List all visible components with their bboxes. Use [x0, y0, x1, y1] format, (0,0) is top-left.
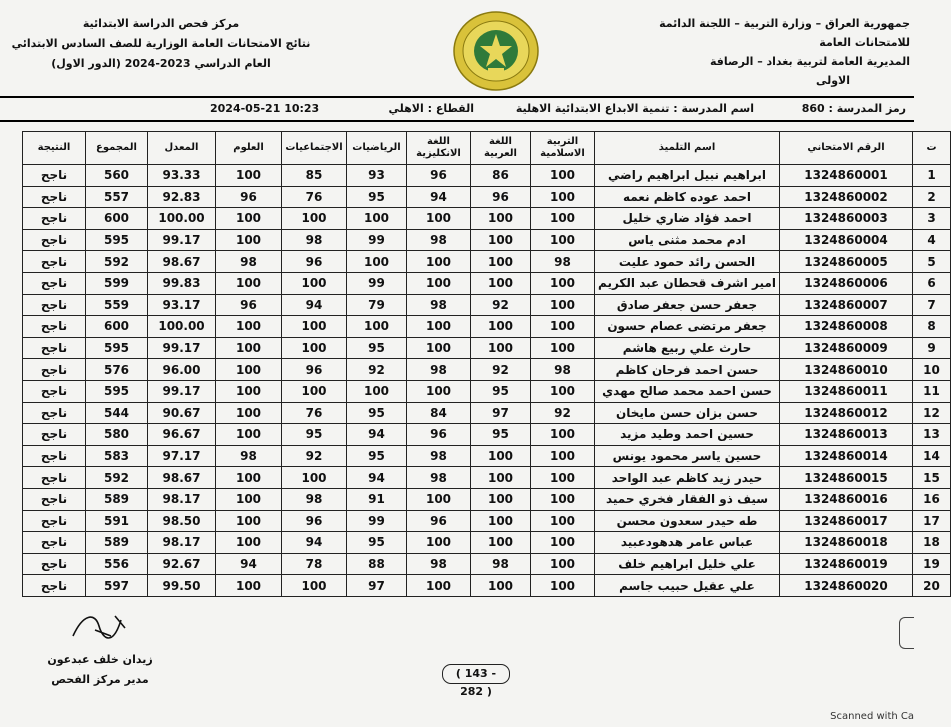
average-cell: 90.67	[148, 402, 216, 424]
serial-cell: 4	[913, 229, 951, 251]
exam-number-cell: 1324860004	[780, 229, 913, 251]
exam-number-cell: 1324860007	[780, 294, 913, 316]
english-cell: 96	[407, 165, 471, 187]
print-datetime: 2024-05-21 10:23	[210, 102, 320, 115]
student-name-cell: الحسن رائد حمود عليت	[595, 251, 780, 273]
arabic-cell: 98	[471, 553, 531, 575]
math-cell: 100	[347, 251, 407, 273]
student-name-cell: جعفر حسن جعفر صادق	[595, 294, 780, 316]
header-left	[6, 14, 316, 74]
result-cell: ناجح	[23, 294, 86, 316]
exam-number-cell: 1324860014	[780, 445, 913, 467]
signatory-title: مدير مركز الفحص	[51, 673, 149, 686]
result-cell: ناجح	[23, 402, 86, 424]
header-directorate-line: المديرية العامة لتربية بغداد – الرصافة	[709, 55, 910, 68]
col-header-student-name: اسم التلميذ	[595, 132, 780, 165]
student-name-cell: حيدر زيد كاظم عبد الواحد	[595, 467, 780, 489]
average-cell: 98.67	[148, 467, 216, 489]
col-header-islamic: التربية الاسلامية	[531, 132, 595, 165]
average-cell: 93.33	[148, 165, 216, 187]
table-row	[23, 316, 951, 338]
arabic-cell: 100	[471, 575, 531, 597]
science-cell: 100	[216, 575, 282, 597]
student-name-cell: احمد فؤاد ضاري خليل	[595, 208, 780, 230]
exam-number-cell: 1324860008	[780, 316, 913, 338]
exam-number-cell: 1324860011	[780, 380, 913, 402]
table-row	[23, 575, 951, 597]
science-cell: 100	[216, 402, 282, 424]
math-cell: 92	[347, 359, 407, 381]
average-cell: 99.17	[148, 380, 216, 402]
social-cell: 94	[282, 532, 347, 554]
islamic-cell: 100	[531, 553, 595, 575]
science-cell: 100	[216, 165, 282, 187]
student-name-cell: جعفر مرتضى عصام حسون	[595, 316, 780, 338]
edge-stamp	[899, 617, 914, 649]
serial-cell: 8	[913, 316, 951, 338]
serial-cell: 3	[913, 208, 951, 230]
col-header-social: الاجتماعيات	[282, 132, 347, 165]
student-name-cell: حسين احمد وطيد مزيد	[595, 424, 780, 446]
col-header-english: اللغة الانكليزية	[407, 132, 471, 165]
exam-number-cell: 1324860013	[780, 424, 913, 446]
social-cell: 76	[282, 186, 347, 208]
science-cell: 100	[216, 380, 282, 402]
math-cell: 91	[347, 488, 407, 510]
exam-number-cell: 1324860016	[780, 488, 913, 510]
signatory-name: زيدان خلف عبدعون	[47, 653, 153, 666]
social-cell: 100	[282, 575, 347, 597]
total-cell: 560	[86, 165, 148, 187]
total-cell: 580	[86, 424, 148, 446]
average-cell: 98.17	[148, 488, 216, 510]
header-center-line: مركز فحص الدراسة الابتدائية	[82, 17, 240, 30]
total-cell: 592	[86, 251, 148, 273]
islamic-cell: 100	[531, 316, 595, 338]
result-cell: ناجح	[23, 467, 86, 489]
social-cell: 100	[282, 272, 347, 294]
social-cell: 100	[282, 316, 347, 338]
math-cell: 93	[347, 165, 407, 187]
total-cell: 591	[86, 510, 148, 532]
social-cell: 96	[282, 359, 347, 381]
result-cell: ناجح	[23, 359, 86, 381]
english-cell: 98	[407, 359, 471, 381]
table-row	[23, 272, 951, 294]
student-name-cell: سيف ذو الفقار فخري حميد	[595, 488, 780, 510]
arabic-cell: 95	[471, 424, 531, 446]
results-table	[22, 131, 951, 597]
school-info-bar	[0, 96, 914, 122]
total-cell: 595	[86, 380, 148, 402]
exam-number-cell: 1324860010	[780, 359, 913, 381]
english-cell: 100	[407, 208, 471, 230]
result-cell: ناجح	[23, 337, 86, 359]
total-cell: 599	[86, 272, 148, 294]
arabic-cell: 100	[471, 229, 531, 251]
social-cell: 96	[282, 251, 347, 273]
serial-cell: 6	[913, 272, 951, 294]
result-cell: ناجح	[23, 553, 86, 575]
english-cell: 100	[407, 575, 471, 597]
exam-number-cell: 1324860002	[780, 186, 913, 208]
serial-cell: 9	[913, 337, 951, 359]
science-cell: 100	[216, 510, 282, 532]
average-cell: 99.17	[148, 337, 216, 359]
social-cell: 76	[282, 402, 347, 424]
arabic-cell: 95	[471, 380, 531, 402]
exam-number-cell: 1324860001	[780, 165, 913, 187]
signature-block	[40, 606, 160, 690]
english-cell: 98	[407, 553, 471, 575]
sector: القطاع : الاهلي	[388, 102, 474, 115]
arabic-cell: 100	[471, 316, 531, 338]
average-cell: 99.17	[148, 229, 216, 251]
result-cell: ناجح	[23, 488, 86, 510]
science-cell: 100	[216, 272, 282, 294]
science-cell: 96	[216, 186, 282, 208]
student-name-cell: ادم محمد مثنى ياس	[595, 229, 780, 251]
islamic-cell: 100	[531, 337, 595, 359]
islamic-cell: 92	[531, 402, 595, 424]
exam-number-cell: 1324860018	[780, 532, 913, 554]
average-cell: 92.67	[148, 553, 216, 575]
average-cell: 96.00	[148, 359, 216, 381]
social-cell: 100	[282, 380, 347, 402]
social-cell: 98	[282, 229, 347, 251]
signature-icon	[65, 606, 135, 650]
result-cell: ناجح	[23, 424, 86, 446]
header-year-line: العام الدراسي 2023-2024 (الدور الاول)	[51, 57, 271, 70]
serial-cell: 14	[913, 445, 951, 467]
table-row	[23, 186, 951, 208]
arabic-cell: 92	[471, 294, 531, 316]
math-cell: 95	[347, 445, 407, 467]
english-cell: 98	[407, 445, 471, 467]
math-cell: 100	[347, 316, 407, 338]
islamic-cell: 100	[531, 380, 595, 402]
english-cell: 100	[407, 251, 471, 273]
math-cell: 100	[347, 380, 407, 402]
exam-number-cell: 1324860005	[780, 251, 913, 273]
science-cell: 100	[216, 316, 282, 338]
english-cell: 98	[407, 467, 471, 489]
col-header-average: المعدل	[148, 132, 216, 165]
serial-cell: 11	[913, 380, 951, 402]
math-cell: 79	[347, 294, 407, 316]
english-cell: 96	[407, 510, 471, 532]
social-cell: 100	[282, 467, 347, 489]
result-cell: ناجح	[23, 165, 86, 187]
science-cell: 100	[216, 359, 282, 381]
serial-cell: 13	[913, 424, 951, 446]
arabic-cell: 92	[471, 359, 531, 381]
col-header-science: العلوم	[216, 132, 282, 165]
math-cell: 95	[347, 186, 407, 208]
total-cell: 595	[86, 337, 148, 359]
exam-number-cell: 1324860020	[780, 575, 913, 597]
science-cell: 96	[216, 294, 282, 316]
math-cell: 94	[347, 467, 407, 489]
student-name-cell: حسن احمد فرحان كاظم	[595, 359, 780, 381]
english-cell: 100	[407, 272, 471, 294]
islamic-cell: 98	[531, 251, 595, 273]
english-cell: 100	[407, 337, 471, 359]
islamic-cell: 100	[531, 208, 595, 230]
scanner-watermark: Scanned with Ca	[830, 711, 914, 722]
english-cell: 100	[407, 488, 471, 510]
english-cell: 100	[407, 316, 471, 338]
average-cell: 93.17	[148, 294, 216, 316]
science-cell: 94	[216, 553, 282, 575]
table-row	[23, 229, 951, 251]
english-cell: 98	[407, 229, 471, 251]
page-number: ( 143 - 282 )	[442, 664, 510, 684]
student-name-cell: احمد عوده كاظم نعمه	[595, 186, 780, 208]
math-cell: 94	[347, 424, 407, 446]
social-cell: 78	[282, 553, 347, 575]
student-name-cell: علي عقيل حبيب جاسم	[595, 575, 780, 597]
arabic-cell: 100	[471, 467, 531, 489]
result-cell: ناجح	[23, 380, 86, 402]
school-name: اسم المدرسة : تنمية الابداع الابتدائية الاهلية	[515, 102, 754, 115]
student-name-cell: حارث علي ربيع هاشم	[595, 337, 780, 359]
average-cell: 100.00	[148, 316, 216, 338]
islamic-cell: 98	[531, 359, 595, 381]
serial-cell: 7	[913, 294, 951, 316]
total-cell: 556	[86, 553, 148, 575]
table-row	[23, 251, 951, 273]
islamic-cell: 100	[531, 575, 595, 597]
serial-cell: 5	[913, 251, 951, 273]
total-cell: 583	[86, 445, 148, 467]
islamic-cell: 100	[531, 424, 595, 446]
total-cell: 589	[86, 532, 148, 554]
islamic-cell: 100	[531, 294, 595, 316]
serial-cell: 12	[913, 402, 951, 424]
student-name-cell: امير اشرف قحطان عبد الكريم	[595, 272, 780, 294]
social-cell: 100	[282, 337, 347, 359]
science-cell: 98	[216, 251, 282, 273]
serial-cell: 1	[913, 165, 951, 187]
average-cell: 98.67	[148, 251, 216, 273]
exam-number-cell: 1324860012	[780, 402, 913, 424]
social-cell: 96	[282, 510, 347, 532]
math-cell: 99	[347, 272, 407, 294]
arabic-cell: 100	[471, 272, 531, 294]
math-cell: 95	[347, 402, 407, 424]
result-cell: ناجح	[23, 251, 86, 273]
table-row	[23, 488, 951, 510]
school-code: رمز المدرسة : 860	[801, 102, 906, 115]
islamic-cell: 100	[531, 467, 595, 489]
table-row	[23, 165, 951, 187]
average-cell: 98.50	[148, 510, 216, 532]
english-cell: 100	[407, 532, 471, 554]
student-name-cell: حسين ياسر محمود يونس	[595, 445, 780, 467]
total-cell: 557	[86, 186, 148, 208]
arabic-cell: 96	[471, 186, 531, 208]
exam-number-cell: 1324860009	[780, 337, 913, 359]
serial-cell: 2	[913, 186, 951, 208]
table-row	[23, 532, 951, 554]
serial-cell: 10	[913, 359, 951, 381]
result-cell: ناجح	[23, 208, 86, 230]
serial-cell: 17	[913, 510, 951, 532]
arabic-cell: 100	[471, 532, 531, 554]
col-header-total: المجموع	[86, 132, 148, 165]
table-row	[23, 467, 951, 489]
english-cell: 84	[407, 402, 471, 424]
average-cell: 99.83	[148, 272, 216, 294]
exam-number-cell: 1324860003	[780, 208, 913, 230]
science-cell: 100	[216, 488, 282, 510]
average-cell: 96.67	[148, 424, 216, 446]
serial-cell: 20	[913, 575, 951, 597]
col-header-result: النتيجة	[23, 132, 86, 165]
table-row	[23, 553, 951, 575]
student-name-cell: طه حيدر سعدون محسن	[595, 510, 780, 532]
table-row	[23, 402, 951, 424]
science-cell: 100	[216, 229, 282, 251]
math-cell: 88	[347, 553, 407, 575]
serial-cell: 16	[913, 488, 951, 510]
exam-number-cell: 1324860015	[780, 467, 913, 489]
table-row	[23, 445, 951, 467]
col-header-math: الرياضيات	[347, 132, 407, 165]
table-row	[23, 380, 951, 402]
arabic-cell: 100	[471, 510, 531, 532]
total-cell: 559	[86, 294, 148, 316]
total-cell: 600	[86, 316, 148, 338]
english-cell: 96	[407, 424, 471, 446]
arabic-cell: 97	[471, 402, 531, 424]
english-cell: 98	[407, 294, 471, 316]
social-cell: 94	[282, 294, 347, 316]
table-row	[23, 510, 951, 532]
header-results-line: نتائج الامتحانات العامة الوزارية للصف السادس الابتدائي	[11, 37, 311, 50]
science-cell: 100	[216, 208, 282, 230]
col-header-arabic: اللغة العربية	[471, 132, 531, 165]
arabic-cell: 100	[471, 208, 531, 230]
total-cell: 576	[86, 359, 148, 381]
exam-number-cell: 1324860006	[780, 272, 913, 294]
result-cell: ناجح	[23, 575, 86, 597]
result-cell: ناجح	[23, 445, 86, 467]
average-cell: 97.17	[148, 445, 216, 467]
social-cell: 98	[282, 488, 347, 510]
table-row	[23, 337, 951, 359]
student-name-cell: حسن احمد محمد صالح مهدي	[595, 380, 780, 402]
total-cell: 544	[86, 402, 148, 424]
islamic-cell: 100	[531, 488, 595, 510]
table-row	[23, 359, 951, 381]
math-cell: 100	[347, 208, 407, 230]
science-cell: 100	[216, 424, 282, 446]
social-cell: 92	[282, 445, 347, 467]
islamic-cell: 100	[531, 510, 595, 532]
islamic-cell: 100	[531, 272, 595, 294]
average-cell: 98.17	[148, 532, 216, 554]
student-name-cell: ابراهيم نبيل ابراهيم راضي	[595, 165, 780, 187]
header-ministry-line: جمهورية العراق – وزارة التربية – اللجنة الدائمة للامتحانات العامة	[659, 17, 910, 49]
science-cell: 100	[216, 337, 282, 359]
math-cell: 95	[347, 337, 407, 359]
english-cell: 100	[407, 380, 471, 402]
header-first-line: الاولى	[815, 74, 850, 87]
result-cell: ناجح	[23, 272, 86, 294]
arabic-cell: 86	[471, 165, 531, 187]
serial-cell: 18	[913, 532, 951, 554]
student-name-cell: حسن بزان حسن مايخان	[595, 402, 780, 424]
arabic-cell: 100	[471, 337, 531, 359]
ministry-seal-icon	[452, 10, 540, 92]
social-cell: 85	[282, 165, 347, 187]
result-cell: ناجح	[23, 186, 86, 208]
student-name-cell: عباس عامر هدهودعبيد	[595, 532, 780, 554]
total-cell: 592	[86, 467, 148, 489]
english-cell: 94	[407, 186, 471, 208]
result-cell: ناجح	[23, 532, 86, 554]
table-row	[23, 294, 951, 316]
result-cell: ناجح	[23, 510, 86, 532]
total-cell: 589	[86, 488, 148, 510]
social-cell: 100	[282, 208, 347, 230]
islamic-cell: 100	[531, 445, 595, 467]
header-right	[610, 14, 910, 90]
math-cell: 99	[347, 229, 407, 251]
science-cell: 100	[216, 467, 282, 489]
result-cell: ناجح	[23, 316, 86, 338]
student-name-cell: علي خليل ابراهيم خلف	[595, 553, 780, 575]
exam-number-cell: 1324860019	[780, 553, 913, 575]
science-cell: 98	[216, 445, 282, 467]
arabic-cell: 100	[471, 251, 531, 273]
total-cell: 600	[86, 208, 148, 230]
social-cell: 95	[282, 424, 347, 446]
islamic-cell: 100	[531, 229, 595, 251]
total-cell: 597	[86, 575, 148, 597]
islamic-cell: 100	[531, 165, 595, 187]
islamic-cell: 100	[531, 186, 595, 208]
col-header-serial: ت	[913, 132, 951, 165]
average-cell: 92.83	[148, 186, 216, 208]
total-cell: 595	[86, 229, 148, 251]
serial-cell: 19	[913, 553, 951, 575]
table-header-row	[23, 132, 951, 165]
average-cell: 99.50	[148, 575, 216, 597]
arabic-cell: 100	[471, 488, 531, 510]
islamic-cell: 100	[531, 532, 595, 554]
serial-cell: 15	[913, 467, 951, 489]
science-cell: 100	[216, 532, 282, 554]
average-cell: 100.00	[148, 208, 216, 230]
arabic-cell: 100	[471, 445, 531, 467]
math-cell: 95	[347, 532, 407, 554]
exam-number-cell: 1324860017	[780, 510, 913, 532]
math-cell: 99	[347, 510, 407, 532]
col-header-exam-number: الرقم الامتحاني	[780, 132, 913, 165]
result-cell: ناجح	[23, 229, 86, 251]
math-cell: 97	[347, 575, 407, 597]
table-row	[23, 424, 951, 446]
table-row	[23, 208, 951, 230]
